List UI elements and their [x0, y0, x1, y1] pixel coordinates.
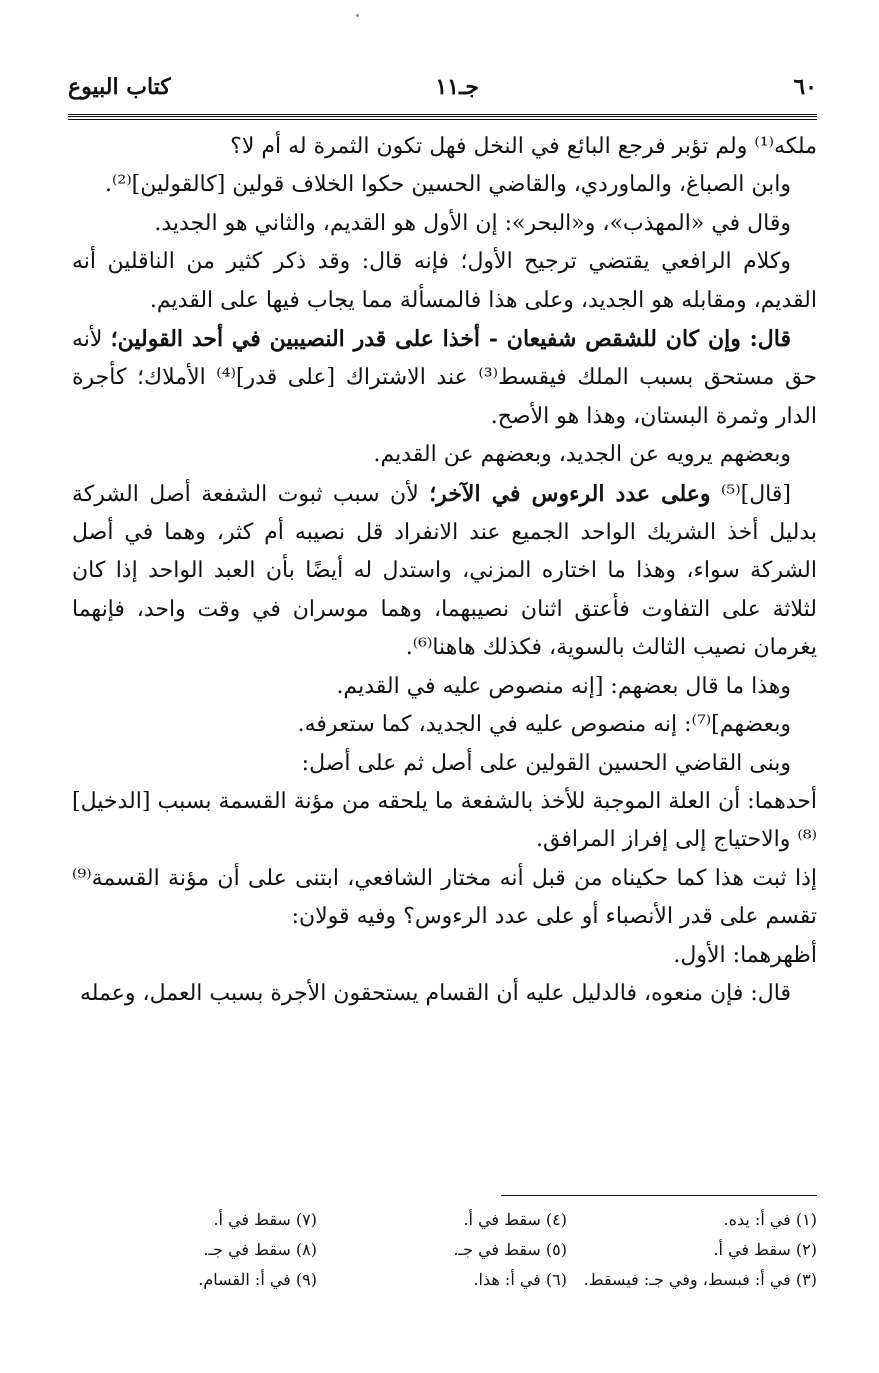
paragraph-text: إذا ثبت هذا كما حكيناه من قبل أنه مختار الشافعي، ابتنى على أن مؤنة القسمة⁽⁹⁾ تقسم على قدر الأنصباء أو على عدد الرءوس؟ وفيه قولان: — [72, 865, 817, 930]
paragraph-text: أحدهما: أن العلة الموجبة للأخذ بالشفعة ما يلحقه من مؤنة القسمة بسبب [الدخيل]⁽⁸⁾ والاحتياج إلى إفراز المرافق. — [72, 788, 817, 853]
paragraph — [72, 706, 817, 744]
footnote-divider — [501, 1195, 817, 1196]
page-number: ٦٠ — [793, 74, 817, 100]
scan-dot — [356, 14, 359, 17]
paragraph-text: ملكه⁽¹⁾ ولم تؤبر فرجع البائع في النخل فهل تكون الثمرة له أم لا؟ — [230, 134, 817, 159]
footnote: (٣) في أ: فبسط، وفي جـ: فيسقط. — [583, 1270, 817, 1289]
footnote: (٩) في أ: القسام. — [198, 1270, 317, 1289]
paragraph-prefix: [قال]⁽⁵⁾ — [710, 481, 791, 507]
paragraph — [72, 937, 817, 975]
paragraph — [72, 783, 817, 860]
paragraph — [72, 975, 817, 1013]
running-header — [68, 70, 817, 110]
paragraph — [72, 320, 817, 436]
paragraph — [72, 745, 817, 783]
footnote: (٢) سقط في أ. — [713, 1240, 817, 1259]
paragraph-text: قال: فإن منعوه، فالدليل عليه أن القسام يستحقون الأجرة بسبب العمل، وعمله — [79, 980, 791, 1006]
paragraph — [72, 166, 817, 204]
paragraph — [72, 243, 817, 320]
footnote: (١) في أ: يده. — [723, 1210, 817, 1229]
footnote: (٨) سقط في جـ. — [203, 1240, 317, 1259]
paragraph-text: وبعضهم]⁽⁷⁾: إنه منصوص عليه في الجديد، كما ستعرفه. — [297, 712, 791, 738]
footnotes — [120, 1208, 817, 1292]
paragraph — [72, 668, 817, 706]
paragraph-text: وابن الصباغ، والماوردي، والقاضي الحسين حكوا الخلاف قولين [كالقولين]⁽²⁾. — [105, 172, 791, 198]
footnote: (٦) في أ: هذا. — [473, 1270, 567, 1289]
footnote: (٥) سقط في جـ. — [453, 1240, 567, 1259]
paragraph-text: وبنى القاضي الحسين القولين على أصل ثم على أصل: — [301, 750, 791, 776]
book-title: كتاب البيوع — [68, 74, 171, 100]
matn-text: وعلى عدد الرءوس في الآخر؛ — [429, 480, 711, 507]
header-divider — [68, 114, 817, 117]
paragraph — [72, 128, 817, 166]
paragraph-text: لأن سبب ثبوت الشفعة أصل الشركة بدليل أخذ الشريك الواحد الجميع عند الانفراد قل نصيبه أم كثر، وهما في أصل الشركة سواء، وهذا ما اختاره المزني، واستدل له أيضًا بأن العبد الواحد إذا كان لثلاثة على التفاوت فأعتق اثنان نصيبهما، وهما موسران في وقت واحد، فإنهما يغرمان نصيب الثالث بالسوية، فكذلك هاهنا⁽⁶⁾. — [72, 481, 817, 661]
paragraph — [72, 860, 817, 937]
paragraph — [72, 436, 817, 474]
footnote: (٧) سقط في أ. — [213, 1210, 317, 1229]
paragraph — [72, 475, 817, 668]
paragraph-text: وكلام الرافعي يقتضي ترجيح الأول؛ فإنه قال: وقد ذكر كثير من الناقلين أنه القديم، ومقابله هو الجديد، وعلى هذا فالمسألة مما يجاب فيها على القديم. — [72, 249, 817, 313]
volume-number: جـ١١ — [435, 74, 479, 100]
matn-text: قال: وإن كان للشقص شفيعان - أخذا على قدر النصيبين في أحد القولين؛ — [110, 326, 791, 353]
footnote: (٤) سقط في أ. — [463, 1210, 567, 1229]
paragraph-text: وقال في «المهذب»، و«البحر»: إن الأول هو القديم، والثاني هو الجديد. — [154, 210, 791, 236]
paragraph-text: وهذا ما قال بعضهم: [إنه منصوص عليه في القديم. — [336, 673, 791, 699]
main-text — [72, 128, 817, 1013]
paragraph-text: لأنه حق مستحق بسبب الملك فيقسط⁽³⁾ عند الاشتراك [على قدر]⁽⁴⁾ الأملاك؛ كأجرة الدار وثمرة البستان، وهذا هو الأصح. — [72, 327, 817, 429]
paragraph — [72, 205, 817, 243]
paragraph-text: أظهرهما: الأول. — [673, 942, 817, 968]
paragraph-text: وبعضهم يرويه عن الجديد، وبعضهم عن القديم. — [373, 442, 791, 468]
